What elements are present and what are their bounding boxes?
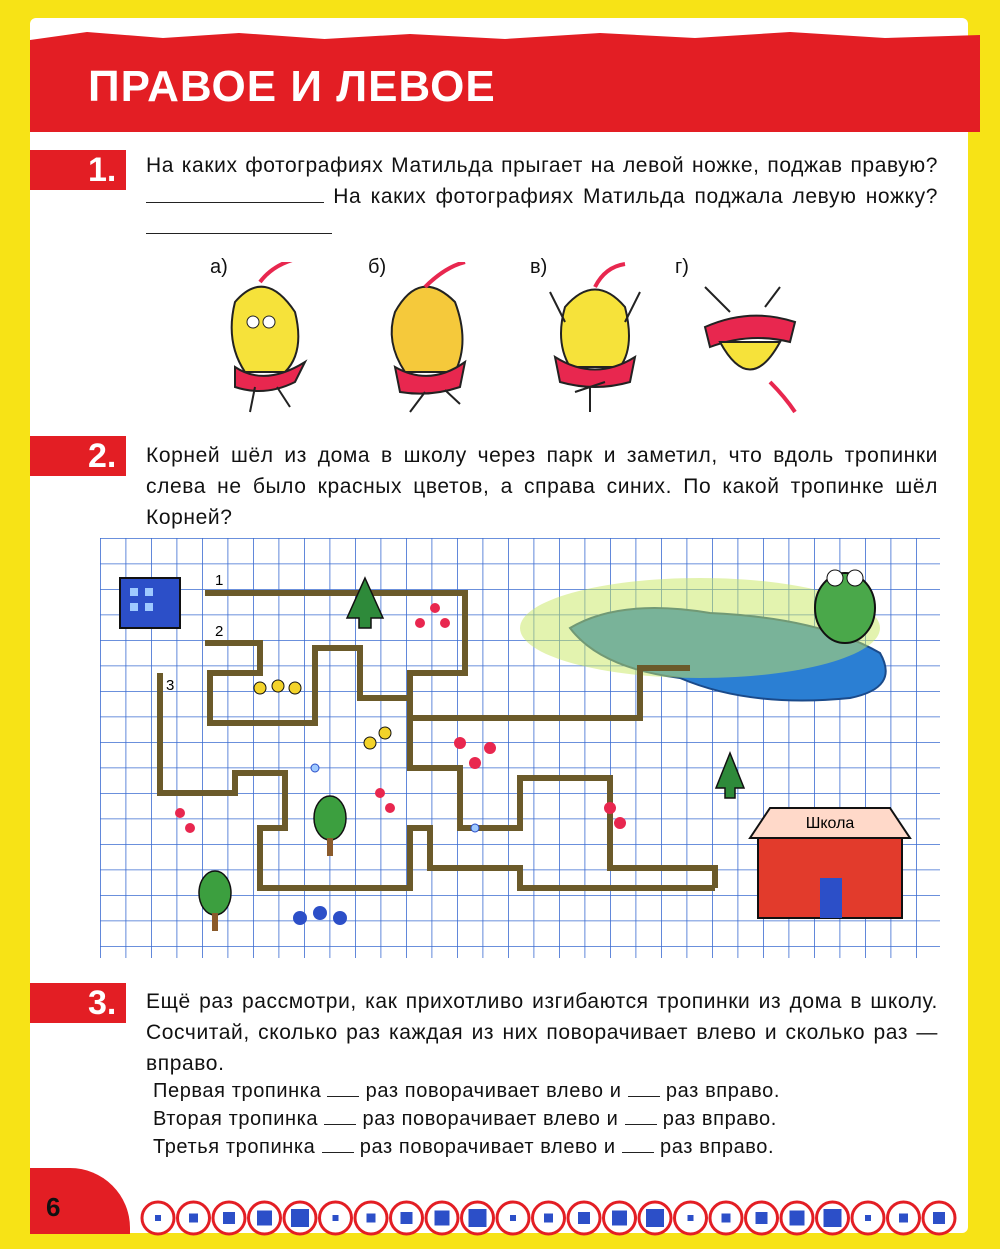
school-sign: Школа — [805, 815, 855, 832]
pattern-square — [367, 1214, 376, 1223]
path-label-3: 3 — [166, 677, 175, 694]
matilda-g-picture — [705, 287, 795, 412]
photo-label-g: г) — [675, 256, 689, 278]
park-map — [100, 538, 940, 958]
pattern-square — [291, 1209, 309, 1227]
task-1-question-b: На каких фотографиях Матильда поджала левую ножку? — [333, 185, 938, 208]
pattern-square — [578, 1212, 590, 1224]
pattern-square — [790, 1211, 805, 1226]
task-2-number: 2. — [30, 436, 126, 476]
task-2-text: Корней шёл из дома в школу через парк и заметил, что вдоль тропинки слева не было красных цветов, а справа синих. По какой тропинке шёл Корней? — [146, 444, 938, 529]
row-label: Первая тропинка — [153, 1080, 322, 1102]
pattern-square — [435, 1211, 450, 1226]
page-number: 6 — [46, 1192, 61, 1222]
pattern-square — [155, 1215, 161, 1221]
pattern-square — [333, 1215, 339, 1221]
flower-icon — [254, 680, 301, 694]
left-count-blank[interactable] — [327, 1080, 359, 1097]
matilda-pictures — [0, 262, 1000, 422]
task-3-number: 3. — [30, 983, 126, 1023]
path-label-1: 1 — [215, 572, 224, 589]
pattern-square — [257, 1211, 272, 1226]
photo-label-a: а) — [210, 256, 228, 278]
pattern-square — [899, 1214, 908, 1223]
task-3-text: Ещё раз рассмотри, как прихотливо изгибаются тропинки из дома в школу. Сосчитай, сколько раз каждая из них поворачивает влево и сколько раз — вправо. — [146, 990, 938, 1075]
pattern-square — [646, 1209, 664, 1227]
pattern-square — [223, 1212, 235, 1224]
row-mid-text: раз поворачивает влево и — [362, 1108, 619, 1130]
pattern-square — [401, 1212, 413, 1224]
pattern-square — [865, 1215, 871, 1221]
answer-row-3 — [153, 1136, 774, 1159]
row-mid-text: раз поворачивает влево и — [359, 1136, 616, 1158]
left-count-blank[interactable] — [322, 1136, 354, 1153]
right-count-blank[interactable] — [628, 1080, 660, 1097]
answer-blank-2[interactable] — [146, 215, 332, 234]
row-label: Третья тропинка — [153, 1136, 316, 1158]
path-label-2: 2 — [215, 623, 224, 640]
pattern-square — [469, 1209, 487, 1227]
pattern-square — [544, 1214, 553, 1223]
pattern-square — [612, 1211, 627, 1226]
answer-row-2 — [153, 1108, 777, 1131]
matilda-a-picture — [232, 262, 305, 412]
row-end-text: раз вправо. — [665, 1080, 781, 1102]
pattern-square — [510, 1215, 516, 1221]
row-end-text: раз вправо. — [660, 1136, 775, 1158]
row-end-text: раз вправо. — [662, 1108, 777, 1130]
right-count-blank[interactable] — [625, 1108, 657, 1125]
left-count-blank[interactable] — [324, 1108, 356, 1125]
answer-row-1 — [153, 1080, 780, 1103]
matilda-v-picture — [550, 264, 640, 412]
matilda-b-picture — [392, 262, 465, 412]
photo-label-b: б) — [368, 256, 387, 278]
task-1-text — [146, 150, 938, 243]
answer-blank-1[interactable] — [146, 184, 324, 203]
row-label: Вторая тропинка — [153, 1108, 319, 1130]
photo-label-v: в) — [530, 256, 548, 278]
pattern-strip — [140, 1200, 970, 1236]
row-mid-text: раз поворачивает влево и — [365, 1080, 622, 1102]
right-count-blank[interactable] — [622, 1136, 654, 1153]
pattern-square — [189, 1214, 198, 1223]
pattern-square — [722, 1214, 731, 1223]
page-title: ПРАВОЕ И ЛЕВОЕ — [88, 62, 496, 111]
pattern-square — [756, 1212, 768, 1224]
house-picture — [120, 578, 180, 628]
pattern-square — [688, 1215, 694, 1221]
pattern-square — [824, 1209, 842, 1227]
task-1-question-a: На каких фотографиях Матильда прыгает на левой ножке, поджав правую? — [146, 154, 938, 177]
pattern-square — [933, 1212, 945, 1224]
task-1-number: 1. — [30, 150, 126, 190]
